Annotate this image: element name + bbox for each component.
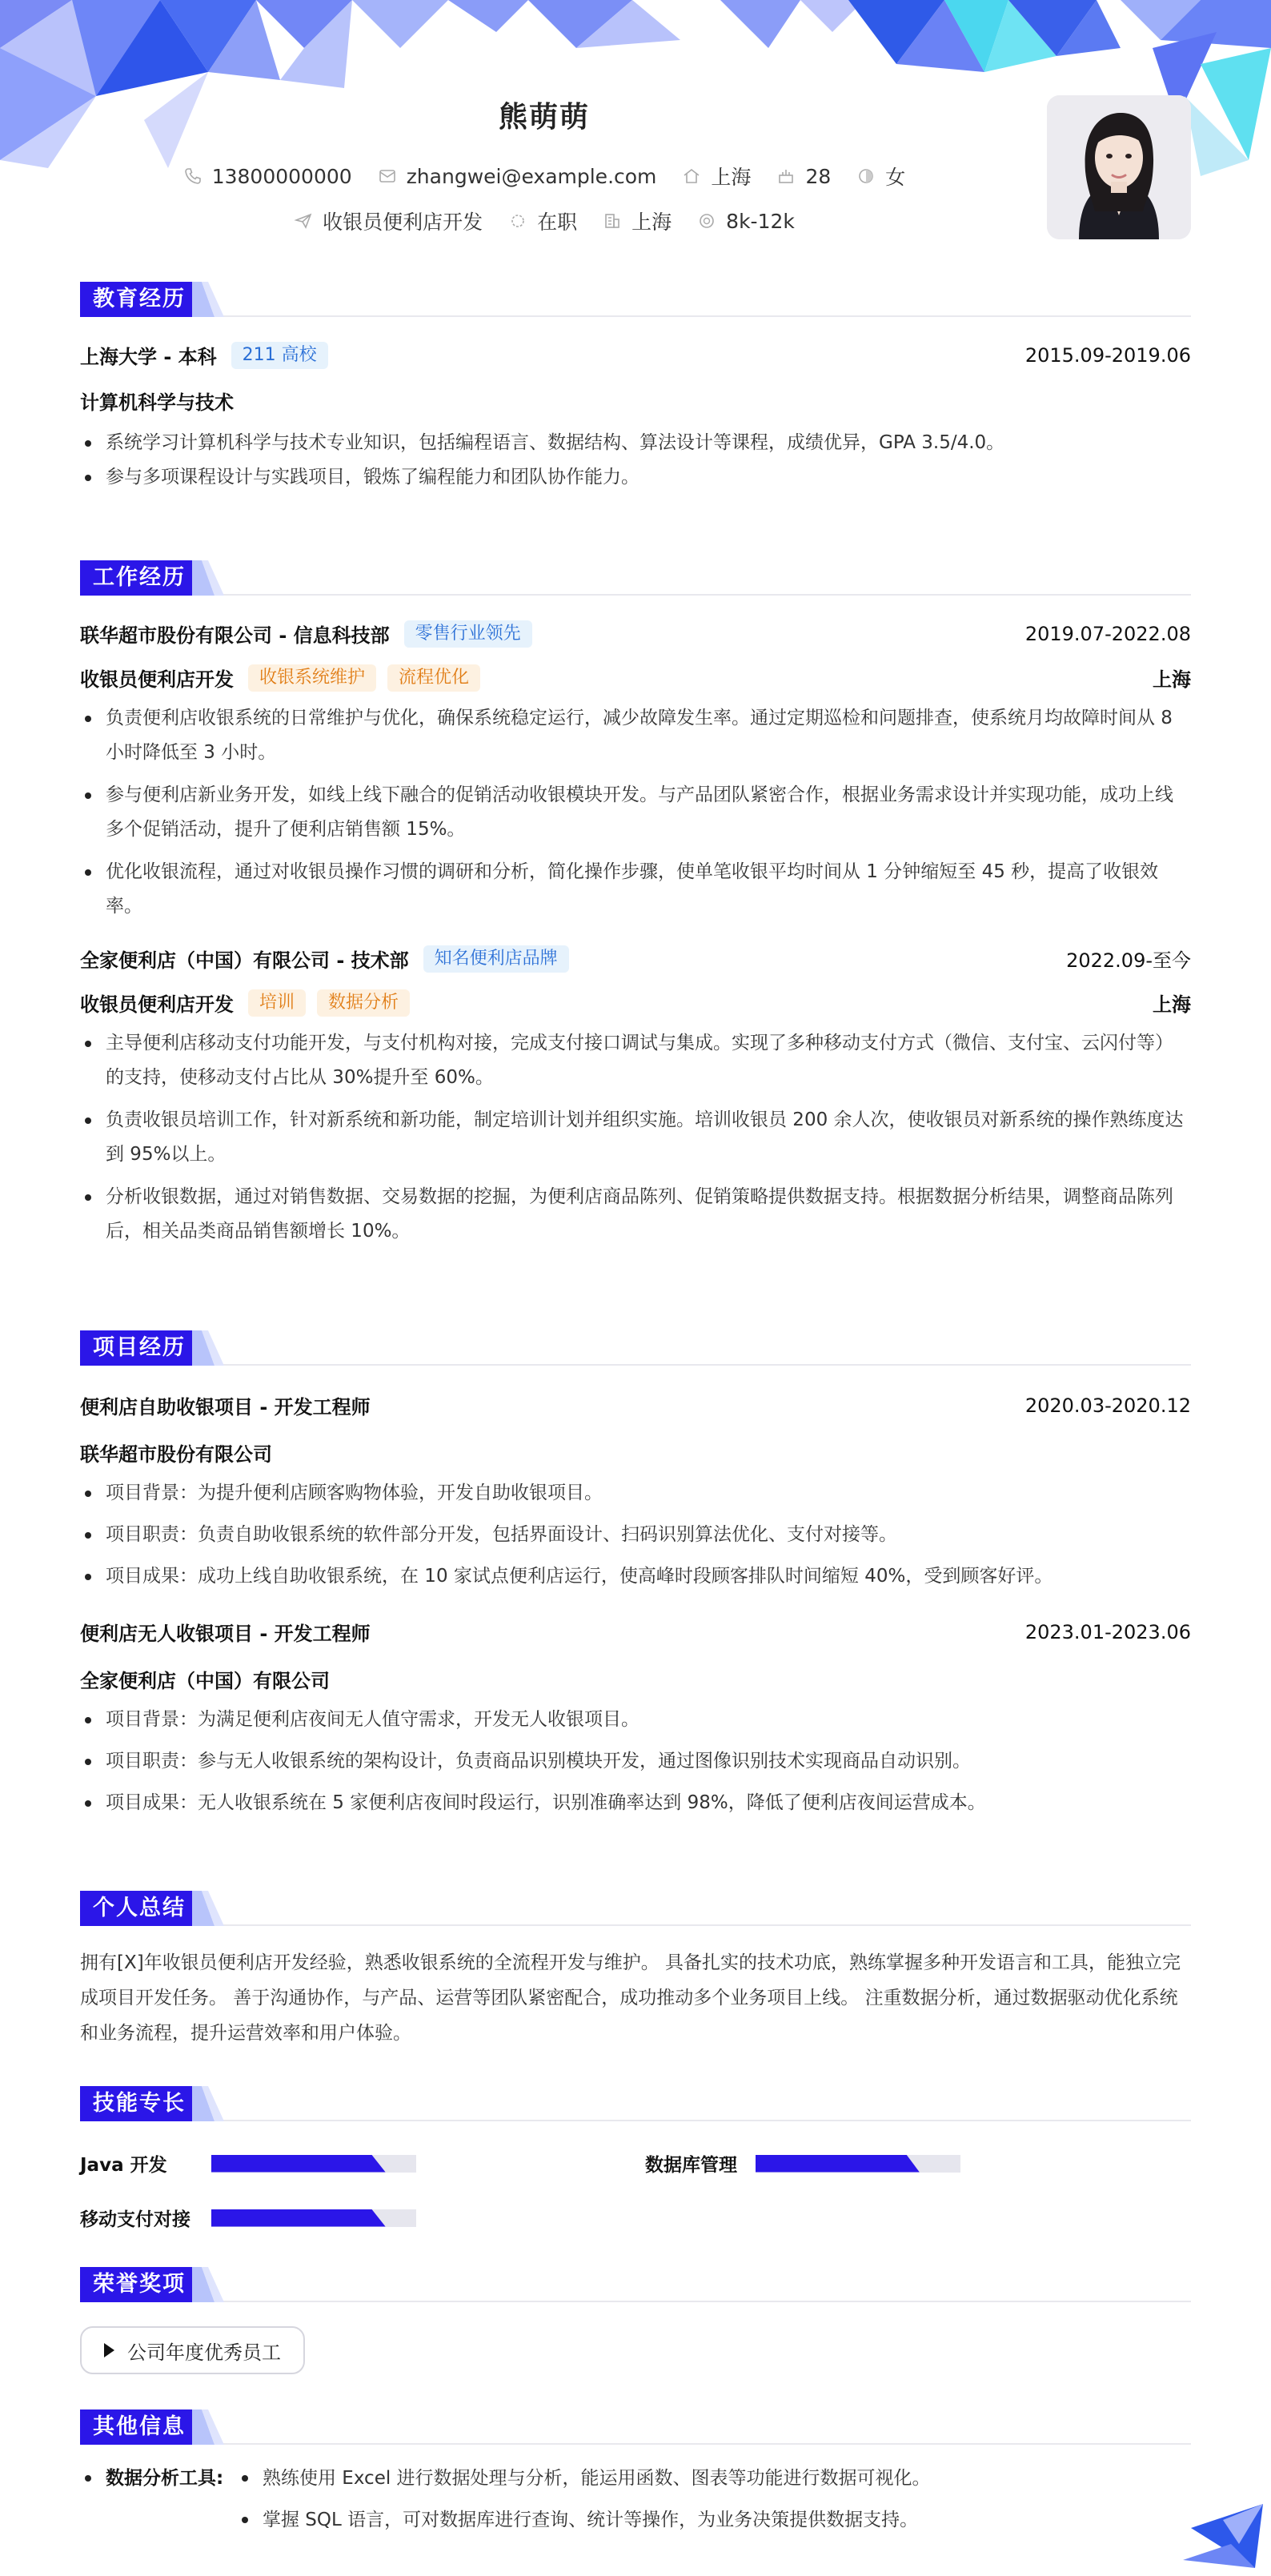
section-title: 工作经历 <box>80 560 198 596</box>
list-item: 负责收银员培训工作，针对新系统和新功能，制定培训计划并组织实施。培训收银员 200 余人次，使收银员对新系统的操作熟练度达到 95%以上。 <box>80 1103 1191 1172</box>
skill-tag: 数据分析 <box>317 989 410 1017</box>
location-text: 上海 <box>711 166 752 189</box>
work-header <box>80 560 1191 596</box>
section-title: 技能专长 <box>80 2086 198 2121</box>
section-title-tail <box>192 2086 240 2121</box>
education-section <box>80 282 1191 495</box>
project-date: 2023.01-2023.06 <box>1024 1620 1191 1643</box>
job-date: 2022.09-至今 <box>1066 949 1191 972</box>
gender-text: 女 <box>885 166 906 189</box>
list-item: 项目背景：为满足便利店夜间无人值守需求，开发无人收银项目。 <box>80 1703 1191 1737</box>
project-header <box>80 1391 1191 1419</box>
job-bullets <box>80 1026 1191 1249</box>
award-badge <box>80 2326 305 2374</box>
gender-item <box>856 162 905 191</box>
job-entry <box>80 620 1191 924</box>
job-role-row <box>80 664 1191 692</box>
section-title-tail <box>192 1330 240 1366</box>
list-item: 项目职责：负责自助收银系统的软件部分开发，包括界面设计、扫码识别算法优化、支付对接等。 <box>80 1518 1191 1552</box>
school-tag: 211 高校 <box>231 342 328 369</box>
company-tag: 知名便利店品牌 <box>423 945 569 973</box>
job-date: 2019.07-2022.08 <box>1024 622 1191 645</box>
honors-list <box>80 2326 1191 2374</box>
list-item: 熟练使用 Excel 进行数据处理与分析，能运用函数、图表等功能进行数据可视化。 <box>237 2458 931 2499</box>
age-item <box>776 165 831 188</box>
projects-header <box>80 1330 1191 1366</box>
section-title-tail <box>192 2409 240 2445</box>
job-header <box>80 620 1191 648</box>
section-title-tail <box>192 560 240 596</box>
section-title-tail <box>192 2267 240 2302</box>
candidate-name: 熊萌萌 <box>498 101 590 134</box>
cake-icon <box>776 167 796 186</box>
skill-item <box>80 2150 416 2177</box>
skills-section <box>80 2086 1191 2233</box>
location-item <box>682 162 751 191</box>
city-item <box>603 207 672 235</box>
position-item <box>294 207 483 235</box>
company-name: 联华超市股份有限公司 - 信息科技部 <box>80 624 390 647</box>
summary-text: 拥有[X]年收银员便利店开发经验，熟悉收银系统的全流程开发与维护。 具备扎实的技术功底，熟练掌握多种开发语言和工具，能独立完成项目开发任务。 善于沟通协作，与产品、运营等团队紧密配合，成功推动多个业务项目上线。 注重数据分析，通过数据驱动优化系统和业务流程，提升运营效率和用户体验。 <box>80 1952 1181 2044</box>
status-text: 在职 <box>537 211 578 234</box>
position-text: 收银员便利店开发 <box>323 211 483 234</box>
section-title: 其他信息 <box>80 2409 198 2445</box>
home-icon <box>682 167 701 186</box>
age-text: 28 <box>805 164 832 188</box>
list-item: 项目背景：为提升便利店顾客购物体验，开发自助收银项目。 <box>80 1476 1191 1511</box>
list-item: 参与便利店新业务开发，如线上线下融合的促销活动收银模块开发。与产品团队紧密合作，根据业务需求设计并实现功能，成功上线多个促销活动，提升了便利店销售额 15%。 <box>80 778 1191 847</box>
project-header <box>80 1618 1191 1646</box>
contact-row <box>0 162 1089 191</box>
job-intent-row <box>0 207 1089 235</box>
list-item: 项目成果：无人收银系统在 5 家便利店夜间时段运行，识别准确率达到 98%，降低了便利店夜间运营成本。 <box>80 1786 1191 1820</box>
phone-item <box>183 165 352 188</box>
skill-name: 移动支付对接 <box>80 2209 190 2230</box>
project-bullets <box>80 1476 1191 1594</box>
project-name: 便利店无人收银项目 - 开发工程师 <box>80 1623 371 1645</box>
building-icon <box>603 211 622 231</box>
list-item: 项目职责：参与无人收银系统的架构设计，负责商品识别模块开发，通过图像识别技术实现商品自动识别。 <box>80 1744 1191 1779</box>
section-title: 项目经历 <box>80 1330 198 1366</box>
job-role: 收银员便利店开发 <box>80 993 234 1016</box>
other-section <box>80 2409 1191 2541</box>
email-item <box>378 165 657 188</box>
project-org: 联华超市股份有限公司 <box>80 1443 272 1466</box>
education-date: 2015.09-2019.06 <box>1024 343 1191 367</box>
section-title-tail <box>192 1891 240 1926</box>
send-icon <box>294 211 313 231</box>
other-info-bullets <box>237 2458 931 2541</box>
email-text: zhangwei@example.com <box>406 164 657 188</box>
skill-bar <box>211 2209 416 2227</box>
school-name: 上海大学 - 本科 <box>80 346 217 368</box>
other-info-label: 数据分析工具: <box>80 2458 237 2541</box>
company-tag: 零售行业领先 <box>404 620 532 648</box>
skill-bar <box>756 2155 960 2173</box>
salary-item <box>697 210 795 233</box>
list-item: 系统学习计算机科学与技术专业知识，包括编程语言、数据结构、算法设计等课程，成绩优异，GPA 3.5/4.0。 <box>80 426 1191 460</box>
job-bullets <box>80 701 1191 924</box>
summary-section <box>80 1891 1191 2051</box>
skill-item <box>645 2150 960 2177</box>
gender-icon <box>856 167 876 186</box>
list-item: 负责便利店收银系统的日常维护与优化，确保系统稳定运行，减少故障发生率。通过定期巡检和问题排查，使系统月均故障时间从 8 小时降低至 3 小时。 <box>80 701 1191 770</box>
project-name: 便利店自助收银项目 - 开发工程师 <box>80 1396 371 1418</box>
skill-item <box>80 2205 416 2231</box>
education-entry-header <box>80 341 1191 369</box>
education-bullets <box>80 426 1191 495</box>
list-item: 掌握 SQL 语言，可对数据库进行查询、统计等操作，为业务决策提供数据支持。 <box>237 2499 931 2541</box>
award-name: 公司年度优秀员工 <box>127 2341 281 2364</box>
phone-text: 13800000000 <box>211 164 352 188</box>
skill-tag: 培训 <box>248 989 306 1017</box>
job-header <box>80 945 1191 973</box>
job-role-row <box>80 989 1191 1017</box>
project-date: 2020.03-2020.12 <box>1024 1394 1191 1417</box>
section-title: 个人总结 <box>80 1891 198 1926</box>
skill-name: 数据库管理 <box>645 2155 737 2176</box>
mail-icon <box>378 167 397 186</box>
skills-header <box>80 2086 1191 2121</box>
skill-bar-fill <box>211 2209 386 2227</box>
projects-section <box>80 1330 1191 1820</box>
project-org: 全家便利店（中国）有限公司 <box>80 1670 330 1692</box>
company-name: 全家便利店（中国）有限公司 - 技术部 <box>80 949 409 972</box>
section-title-tail <box>192 282 240 317</box>
job-city: 上海 <box>1153 668 1191 691</box>
honors-section <box>80 2267 1191 2374</box>
list-item: 优化收银流程，通过对收银员操作习惯的调研和分析，简化操作步骤，使单笔收银平均时间从 1 分钟缩短至 45 秒，提高了收银效率。 <box>80 855 1191 924</box>
skill-name: Java 开发 <box>80 2155 167 2176</box>
list-item: 分析收银数据，通过对销售数据、交易数据的挖掘，为便利店商品陈列、促销策略提供数据支持。根据数据分析结果，调整商品陈列后，相关品类商品销售额增长 10%。 <box>80 1180 1191 1249</box>
salary-text: 8k-12k <box>726 209 795 233</box>
skill-tag: 收银系统维护 <box>248 664 376 692</box>
other-info-row <box>80 2458 1191 2541</box>
skills-list <box>80 2121 1191 2233</box>
job-role: 收银员便利店开发 <box>80 668 234 691</box>
section-title: 教育经历 <box>80 282 198 317</box>
skill-bar <box>211 2155 416 2173</box>
education-header <box>80 282 1191 317</box>
project-bullets <box>80 1703 1191 1820</box>
honors-header <box>80 2267 1191 2302</box>
job-entry <box>80 945 1191 1249</box>
coin-icon <box>697 211 716 231</box>
profile-photo <box>1047 95 1191 239</box>
city-text: 上海 <box>631 211 672 234</box>
list-item: 主导便利店移动支付功能开发，与支付机构对接，完成支付接口调试与集成。实现了多种移动支付方式（微信、支付宝、云闪付等）的支持，使移动支付占比从 30%提升至 60%。 <box>80 1026 1191 1095</box>
major: 计算机科学与技术 <box>80 391 234 414</box>
summary-header <box>80 1891 1191 1926</box>
project-entry <box>80 1618 1191 1820</box>
project-entry <box>80 1391 1191 1594</box>
skill-bar-fill <box>211 2155 386 2173</box>
list-item: 项目成果：成功上线自助收银系统，在 10 家试点便利店运行，使高峰时段顾客排队时间缩短 40%，受到顾客好评。 <box>80 1559 1191 1594</box>
other-header <box>80 2409 1191 2445</box>
phone-icon <box>183 167 202 186</box>
list-item: 参与多项课程设计与实践项目，锻炼了编程能力和团队协作能力。 <box>80 460 1191 495</box>
skill-bar-fill <box>756 2155 920 2173</box>
skill-tag: 流程优化 <box>387 664 480 692</box>
section-title: 荣誉奖项 <box>80 2267 198 2302</box>
work-section <box>80 560 1191 1249</box>
status-icon <box>508 211 527 231</box>
job-city: 上海 <box>1153 993 1191 1016</box>
status-item <box>508 207 577 235</box>
play-triangle-icon <box>104 2343 114 2357</box>
